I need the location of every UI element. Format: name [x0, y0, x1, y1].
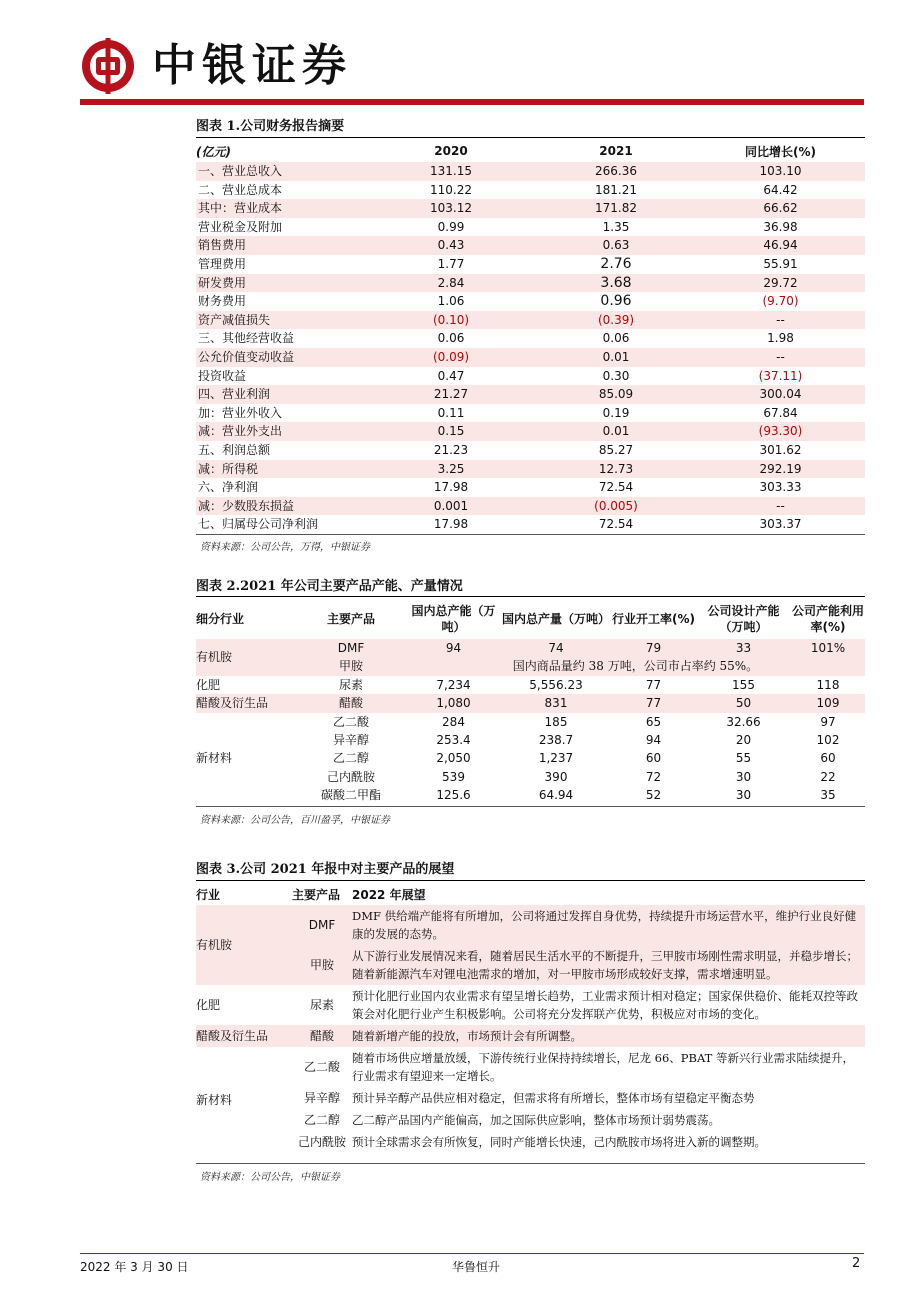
table-row: [196, 985, 865, 1025]
cell: 74: [501, 639, 611, 657]
cell: 55: [735, 751, 752, 766]
cell: 50: [696, 694, 791, 712]
cell: 94: [645, 733, 662, 748]
table-row: [196, 786, 865, 804]
cell: 2.76: [600, 255, 632, 272]
row-label: 三、其他经营收益: [198, 331, 295, 346]
row-label: 其中：营业成本: [196, 199, 366, 218]
utilization-header: 公司产能利用率(%): [791, 604, 864, 634]
footer-divider: [80, 1253, 864, 1254]
cell: 1.35: [602, 219, 630, 234]
cell: 36.98: [763, 219, 798, 234]
row-label: 二、营业总成本: [198, 182, 283, 197]
cell: 65: [645, 714, 662, 729]
table-row: [196, 199, 865, 218]
outlook-text: 预计全球需求会有所恢复，同时产能增长快速，己内酰胺市场将进入新的调整期。: [352, 1135, 766, 1149]
cell: 85.09: [536, 385, 696, 404]
row-label: 七、归属母公司净利润: [198, 517, 319, 532]
table-row: [196, 478, 865, 497]
industry-label: 新材料: [196, 1093, 233, 1107]
product-name: DMF: [296, 639, 406, 657]
cell: 171.82: [536, 199, 696, 218]
operating-rate-header: 行业开工率(%): [612, 612, 695, 626]
row-label: 投资收益: [198, 368, 247, 383]
table3-bottom-rule: [196, 1163, 865, 1164]
table-row: [196, 162, 865, 181]
cell: 32.66: [726, 714, 761, 729]
table2-bottom-rule: [196, 806, 865, 807]
page-number: 2: [852, 1256, 861, 1271]
cell: (0.005): [536, 497, 696, 516]
table-row: [196, 329, 865, 348]
cell: 102: [816, 733, 840, 748]
segment-label: 有机胺: [196, 639, 296, 676]
cell: 0.47: [437, 368, 465, 383]
cell: 0.15: [366, 422, 536, 441]
year-2021-header: 2021: [599, 144, 633, 158]
cell: 60: [820, 751, 836, 766]
row-label: 管理费用: [198, 256, 247, 271]
table-row: [196, 749, 865, 767]
report-date: 2022 年 3 月 30 日: [80, 1260, 189, 1274]
cell: (0.09): [366, 348, 536, 367]
table-row: [196, 713, 865, 731]
outlook-text: DMF 供给端产能将有所增加，公司将通过发挥自身优势，持续提升市场运营水平，维护行业良好健康的发展的态势。: [352, 905, 865, 945]
outlook-text: 随着市场供应增量放缓，下游传统行业保持持续增长，尼龙 66、PBAT 等新兴行业需求陆续提升，行业需求有望迎来一定增长。: [352, 1051, 854, 1083]
cell: 125.6: [436, 788, 471, 803]
product-name: 醋酸: [292, 1025, 352, 1047]
outlook-text: 随着新增产能的投放，市场预计会有所调整。: [352, 1025, 865, 1047]
cell: --: [696, 497, 865, 516]
product-name: 乙二酸: [332, 714, 369, 729]
cell: 52: [645, 788, 662, 803]
product-name: 碳酸二甲酯: [320, 788, 381, 803]
cell: 284: [442, 714, 465, 729]
table1-bottom-rule: [196, 534, 865, 535]
product-name: 尿素: [338, 677, 363, 692]
table-header-row: [196, 599, 865, 639]
product-name: 甲胺: [296, 657, 406, 675]
table-row: [196, 1087, 865, 1109]
table-row: [196, 181, 865, 200]
year-2020-header: 2020: [434, 144, 468, 158]
cell: 21.23: [433, 442, 469, 457]
unit-header: (亿元): [196, 144, 231, 159]
domestic-output-header: 国内总产量（万吨）: [501, 612, 610, 626]
product-name: 己内酰胺: [326, 769, 375, 784]
financial-summary-table: [196, 140, 865, 534]
row-label: 减：少数股东损益: [196, 497, 366, 516]
cell: 17.98: [433, 480, 469, 495]
outlook-text: 预计化肥行业国内农业需求有望呈增长趋势，工业需求预计相对稳定；国家保供稳价、能耗双控等政策会对化肥行业产生积极影响。公司将充分发挥联产优势，积极应对市场的变化。: [352, 989, 858, 1021]
header-divider: [80, 99, 864, 105]
cell: 72.54: [598, 480, 634, 495]
table-header-row: [196, 140, 865, 162]
row-label: 一、营业总收入: [196, 162, 366, 181]
cell: 303.33: [759, 480, 802, 495]
row-label: 四、营业利润: [196, 385, 366, 404]
cell: 85.27: [598, 442, 634, 457]
table-row: [196, 404, 865, 423]
cell: 3.25: [366, 460, 536, 479]
product-name: 醋酸: [296, 694, 406, 712]
table-row: [196, 1109, 865, 1131]
company-name: 华鲁恒升: [452, 1260, 501, 1274]
cell: 7,234: [436, 677, 471, 692]
row-label: 减：所得税: [196, 460, 366, 479]
row-label: 销售费用: [196, 236, 366, 255]
cell: 1.77: [437, 256, 465, 271]
table-row: [196, 236, 865, 255]
cell: 2.84: [366, 274, 536, 293]
product-name: 乙二醇: [332, 751, 369, 766]
row-label: 资产减值损失: [196, 311, 366, 330]
cell: 22: [820, 769, 836, 784]
table1-top-rule: [196, 137, 865, 138]
table-row: [196, 367, 865, 386]
table2-caption: 图表 2.2021 年公司主要产品产能、产量情况: [196, 579, 463, 594]
industry-label: 有机胺: [196, 905, 292, 985]
cell: 0.96: [600, 293, 632, 310]
table-header-row: [196, 883, 865, 905]
table3-top-rule: [196, 880, 865, 881]
domestic-capacity-header: 国内总产能（万吨）: [411, 604, 496, 634]
cell: 155: [732, 677, 755, 692]
table-row: [196, 274, 865, 293]
cell: 0.43: [366, 236, 536, 255]
product-name: 尿素: [309, 998, 334, 1012]
cell: 1.98: [767, 331, 794, 346]
product-name: 异辛醇: [303, 1091, 340, 1105]
segment-label: 醋酸及衍生品: [196, 694, 296, 712]
product-name: 异辛醇: [332, 733, 369, 748]
cell: (93.30): [696, 422, 865, 441]
table-row: [196, 255, 865, 274]
product-name: 甲胺: [292, 945, 352, 985]
cell: 29.72: [696, 274, 865, 293]
industry-header: 行业: [196, 887, 221, 902]
company-capacity-header: 公司设计产能（万吨）: [707, 604, 780, 634]
outlook-text: 预计异辛醇产品供应相对稳定，但需求将有所增长，整体市场有望稳定平衡态势: [352, 1091, 755, 1105]
table-row: [196, 1025, 865, 1047]
cell: 0.01: [536, 348, 696, 367]
cell: 0.63: [536, 236, 696, 255]
row-label: 五、利润总额: [198, 442, 271, 457]
table3-caption: 图表 3.公司 2021 年报中对主要产品的展望: [196, 862, 455, 877]
row-label: 公允价值变动收益: [196, 348, 366, 367]
cell: (0.10): [366, 311, 536, 330]
cell: 109: [791, 694, 865, 712]
table-row: [196, 945, 865, 985]
row-label: 研发费用: [196, 274, 366, 293]
table-row: [196, 422, 865, 441]
cell: 301.62: [759, 442, 802, 457]
cell: (37.11): [758, 368, 803, 383]
cell: (0.39): [536, 311, 696, 330]
cell: 1,080: [406, 694, 501, 712]
cell: --: [696, 311, 865, 330]
product-name: 乙二酸: [303, 1060, 340, 1074]
brand-name: 中银证券: [152, 40, 352, 91]
cell: 0.30: [602, 368, 630, 383]
table2-top-rule: [196, 596, 865, 597]
cell: 60: [645, 751, 662, 766]
table-row: [196, 311, 865, 330]
cell: 35: [820, 788, 836, 803]
table-row: [196, 676, 865, 694]
cell: --: [696, 348, 865, 367]
product-name: 己内酰胺: [297, 1135, 346, 1149]
market-note: 国内商品量约 38 万吨，公司市占率约 55%。: [406, 657, 865, 675]
cell: 2,050: [436, 751, 471, 766]
table1-caption: 图表 1.公司财务报告摘要: [196, 119, 345, 134]
table-row: [196, 348, 865, 367]
cell: 292.19: [696, 460, 865, 479]
outlook-text: 乙二醇产品国内产能偏高，加之国际供应影响，整体市场预计弱势震荡。: [352, 1113, 720, 1127]
cell: 0.99: [437, 219, 465, 234]
outlook-text: 从下游行业发展情况来看，随着居民生活水平的不断提升，三甲胺市场刚性需求明显，并稳步增长；随着新能源汽车对锂电池需求的增加，对一甲胺市场形成较好支撑，需求增速明显。: [352, 945, 865, 985]
cell: 97: [820, 714, 836, 729]
cell: 94: [406, 639, 501, 657]
cell: 72: [645, 769, 662, 784]
industry-label: 醋酸及衍生品: [196, 1025, 292, 1047]
cell: 181.21: [595, 182, 637, 197]
row-label: 六、净利润: [198, 480, 259, 495]
cell: 118: [816, 677, 840, 692]
row-label: 营业税金及附加: [198, 219, 283, 234]
cell: 20: [735, 733, 752, 748]
industry-label: 化肥: [196, 998, 221, 1012]
table-row: [196, 460, 865, 479]
table-row: [196, 515, 865, 534]
page-header: [80, 30, 870, 100]
cell: 101%: [791, 639, 865, 657]
table-row: [196, 731, 865, 749]
cell: 253.4: [436, 733, 471, 748]
cell: 77: [611, 694, 696, 712]
cell: 0.001: [366, 497, 536, 516]
cell: 0.01: [536, 422, 696, 441]
cell: 67.84: [763, 405, 798, 420]
cell: 72.54: [598, 517, 634, 532]
yoy-header: 同比增长(%): [745, 144, 816, 159]
cell: 21.27: [366, 385, 536, 404]
cell: 238.7: [538, 733, 574, 748]
table-row: [196, 905, 865, 945]
cell: 66.62: [696, 199, 865, 218]
cell: 30: [735, 769, 752, 784]
product-header: 主要产品: [326, 612, 375, 626]
cell: 0.11: [437, 405, 465, 420]
cell: 79: [611, 639, 696, 657]
cell: 131.15: [366, 162, 536, 181]
table-row: [196, 768, 865, 786]
cell: 300.04: [696, 385, 865, 404]
cell: 3.68: [536, 274, 696, 293]
segment-label: 新材料: [196, 751, 233, 766]
table-row: [196, 441, 865, 460]
capacity-output-table: [196, 599, 865, 805]
product-name: 乙二醇: [303, 1113, 340, 1127]
cell: 390: [544, 769, 568, 784]
table-row: [196, 497, 865, 516]
table-row: [196, 218, 865, 237]
table-row: [196, 1131, 865, 1153]
cell: 1,237: [538, 751, 574, 766]
table-row: [196, 694, 865, 712]
product-name: DMF: [292, 905, 352, 945]
cell: 303.37: [759, 517, 802, 532]
cell: 30: [735, 788, 752, 803]
bank-of-china-logo-icon: [80, 38, 136, 94]
segment-label: 化肥: [196, 677, 221, 692]
cell: 185: [544, 714, 568, 729]
table1-source: 资料来源：公司公告，万得，中银证券: [200, 542, 370, 553]
row-label: 财务费用: [198, 294, 247, 309]
cell: 33: [696, 639, 791, 657]
row-label: 加：营业外收入: [198, 405, 283, 420]
table2-source: 资料来源：公司公告，百川盈孚，中银证券: [200, 815, 390, 826]
cell: (9.70): [762, 294, 799, 309]
cell: 55.91: [763, 256, 798, 271]
table-row: [196, 639, 865, 657]
cell: 103.12: [366, 199, 536, 218]
row-label: 减：营业外支出: [196, 422, 366, 441]
cell: 110.22: [430, 182, 472, 197]
cell: 103.10: [696, 162, 865, 181]
outlook-table: [196, 883, 865, 1153]
table-row: [196, 657, 865, 675]
cell: 1.06: [437, 294, 465, 309]
table3-source: 资料来源：公司公告，中银证券: [200, 1172, 340, 1183]
cell: 831: [501, 694, 611, 712]
cell: 77: [645, 677, 662, 692]
product-header: 主要产品: [292, 887, 341, 902]
cell: 46.94: [696, 236, 865, 255]
segment-header: 细分行业: [196, 612, 245, 626]
cell: 12.73: [536, 460, 696, 479]
cell: 0.06: [602, 331, 630, 346]
table-row: [196, 1047, 865, 1087]
cell: 64.42: [763, 182, 798, 197]
cell: 17.98: [433, 517, 469, 532]
cell: 5,556.23: [529, 677, 583, 692]
cell: 539: [442, 769, 465, 784]
cell: 0.06: [437, 331, 465, 346]
cell: 266.36: [536, 162, 696, 181]
cell: 64.94: [538, 788, 574, 803]
table-row: [196, 292, 865, 311]
outlook-header: 2022 年展望: [352, 887, 426, 902]
table-row: [196, 385, 865, 404]
cell: 0.19: [602, 405, 630, 420]
